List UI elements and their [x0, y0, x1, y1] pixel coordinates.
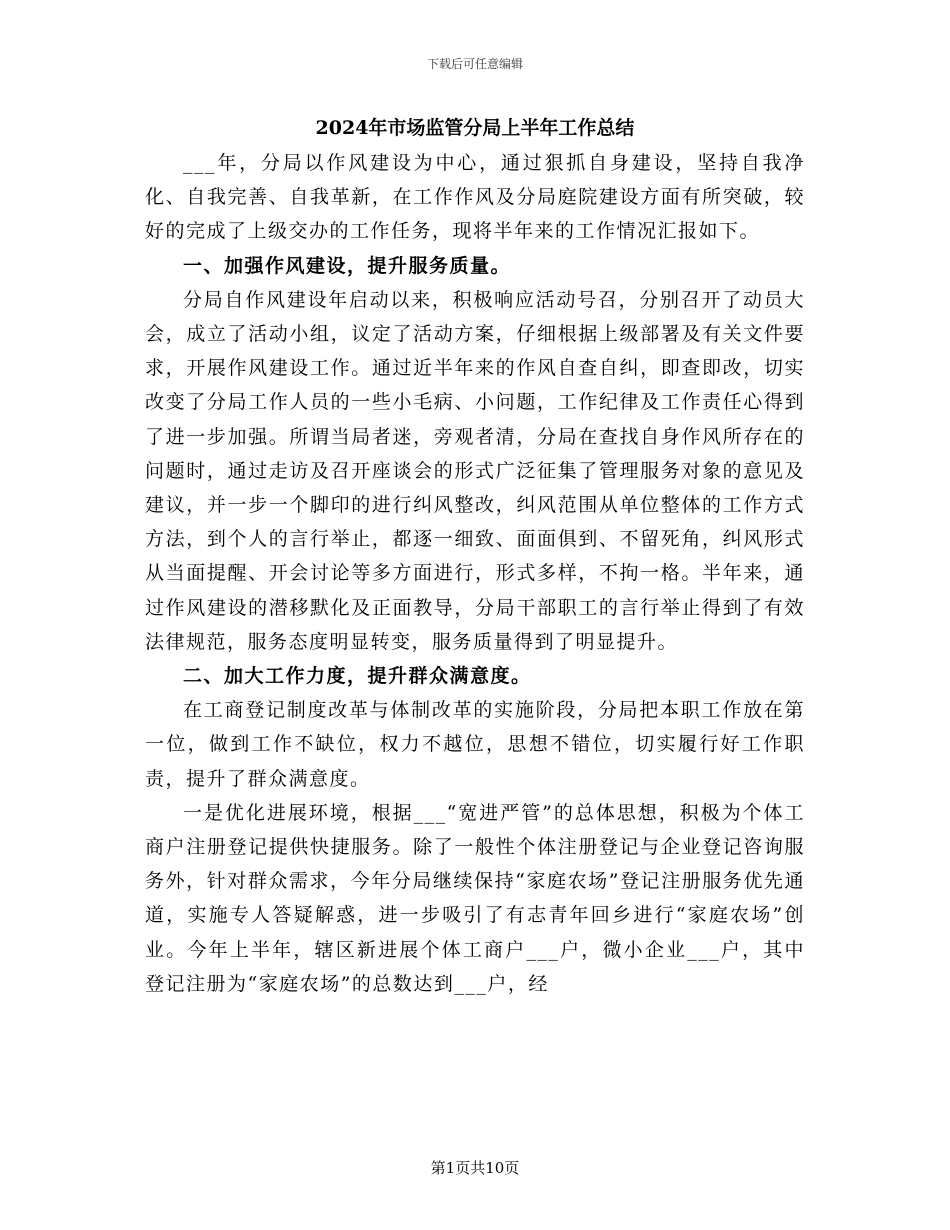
page-number-footer: 第1页共10页 — [430, 1159, 520, 1177]
intro-paragraph: ___年，分局以作风建设为中心，通过狠抓自身建设，坚持自我净化、自我完善、自我革新，在工作作风及分局庭院建设方面有所突破，较好的完成了上级交办的工作任务，现将半年来的工作情况汇报如下。 — [145, 152, 805, 243]
document-title: 2024年市场监管分局上半年工作总结 — [315, 117, 635, 139]
section-2-paragraph-2: 一是优化进展环境，根据___“宽进严管”的总体思想，积极为个体工商户注册登记提供快捷服务。除了一般性个体注册登记与企业登记咨询服务外，针对群众需求，今年分局继续保持“家庭农场”登记注册服务优先通道，实施专人答疑解惑，进一步吸引了有志青年回乡进行“家庭农场”创业。今年上半年，辖区新进展个体工商户___户，微小企业___户，其中登记注册为“家庭农场”的总数达到___户，经 — [145, 801, 805, 995]
page-header-note: 下载后可任意编辑 — [426, 57, 523, 71]
section-1-paragraph: 分局自作风建设年启动以来，积极响应活动号召，分别召开了动员大会，成立了活动小组，议定了活动方案，仔细根据上级部署及有关文件要求，开展作风建设工作。通过近半年来的作风自查自纠，即查即改，切实改变了分局工作人员的一些小毛病、小问题，工作纪律及工作责任心得到了进一步加强。所谓当局者迷，旁观者清，分局在查找自身作风所存在的问题时，通过走访及召开座谈会的形式广泛征集了管理服务对象的意见及建议，并一步一个脚印的进行纠风整改，纠风范围从单位整体的工作方式方法，到个人的言行举止，都逐一细致、面面俱到、不留死角，纠风形式从当面提醒、开会讨论等多方面进行，形式多样，不拘一格。半年来，通过作风建设的潜移默化及正面教导，分局干部职工的言行举止得到了有效法律规范，服务态度明显转变，服务质量得到了明显提升。 — [145, 288, 805, 653]
section-heading-2: 二、加大工作力度，提升群众满意度。 — [183, 665, 532, 688]
section-2-paragraph-1: 在工商登记制度改革与体制改革的实施阶段，分局把本职工作放在第一位，做到工作不缺位，权力不越位，思想不错位，切实履行好工作职责，提升了群众满意度。 — [145, 699, 805, 790]
section-heading-1: 一、加强作风建设，提升服务质量。 — [183, 254, 512, 277]
document-body — [145, 110, 805, 1001]
